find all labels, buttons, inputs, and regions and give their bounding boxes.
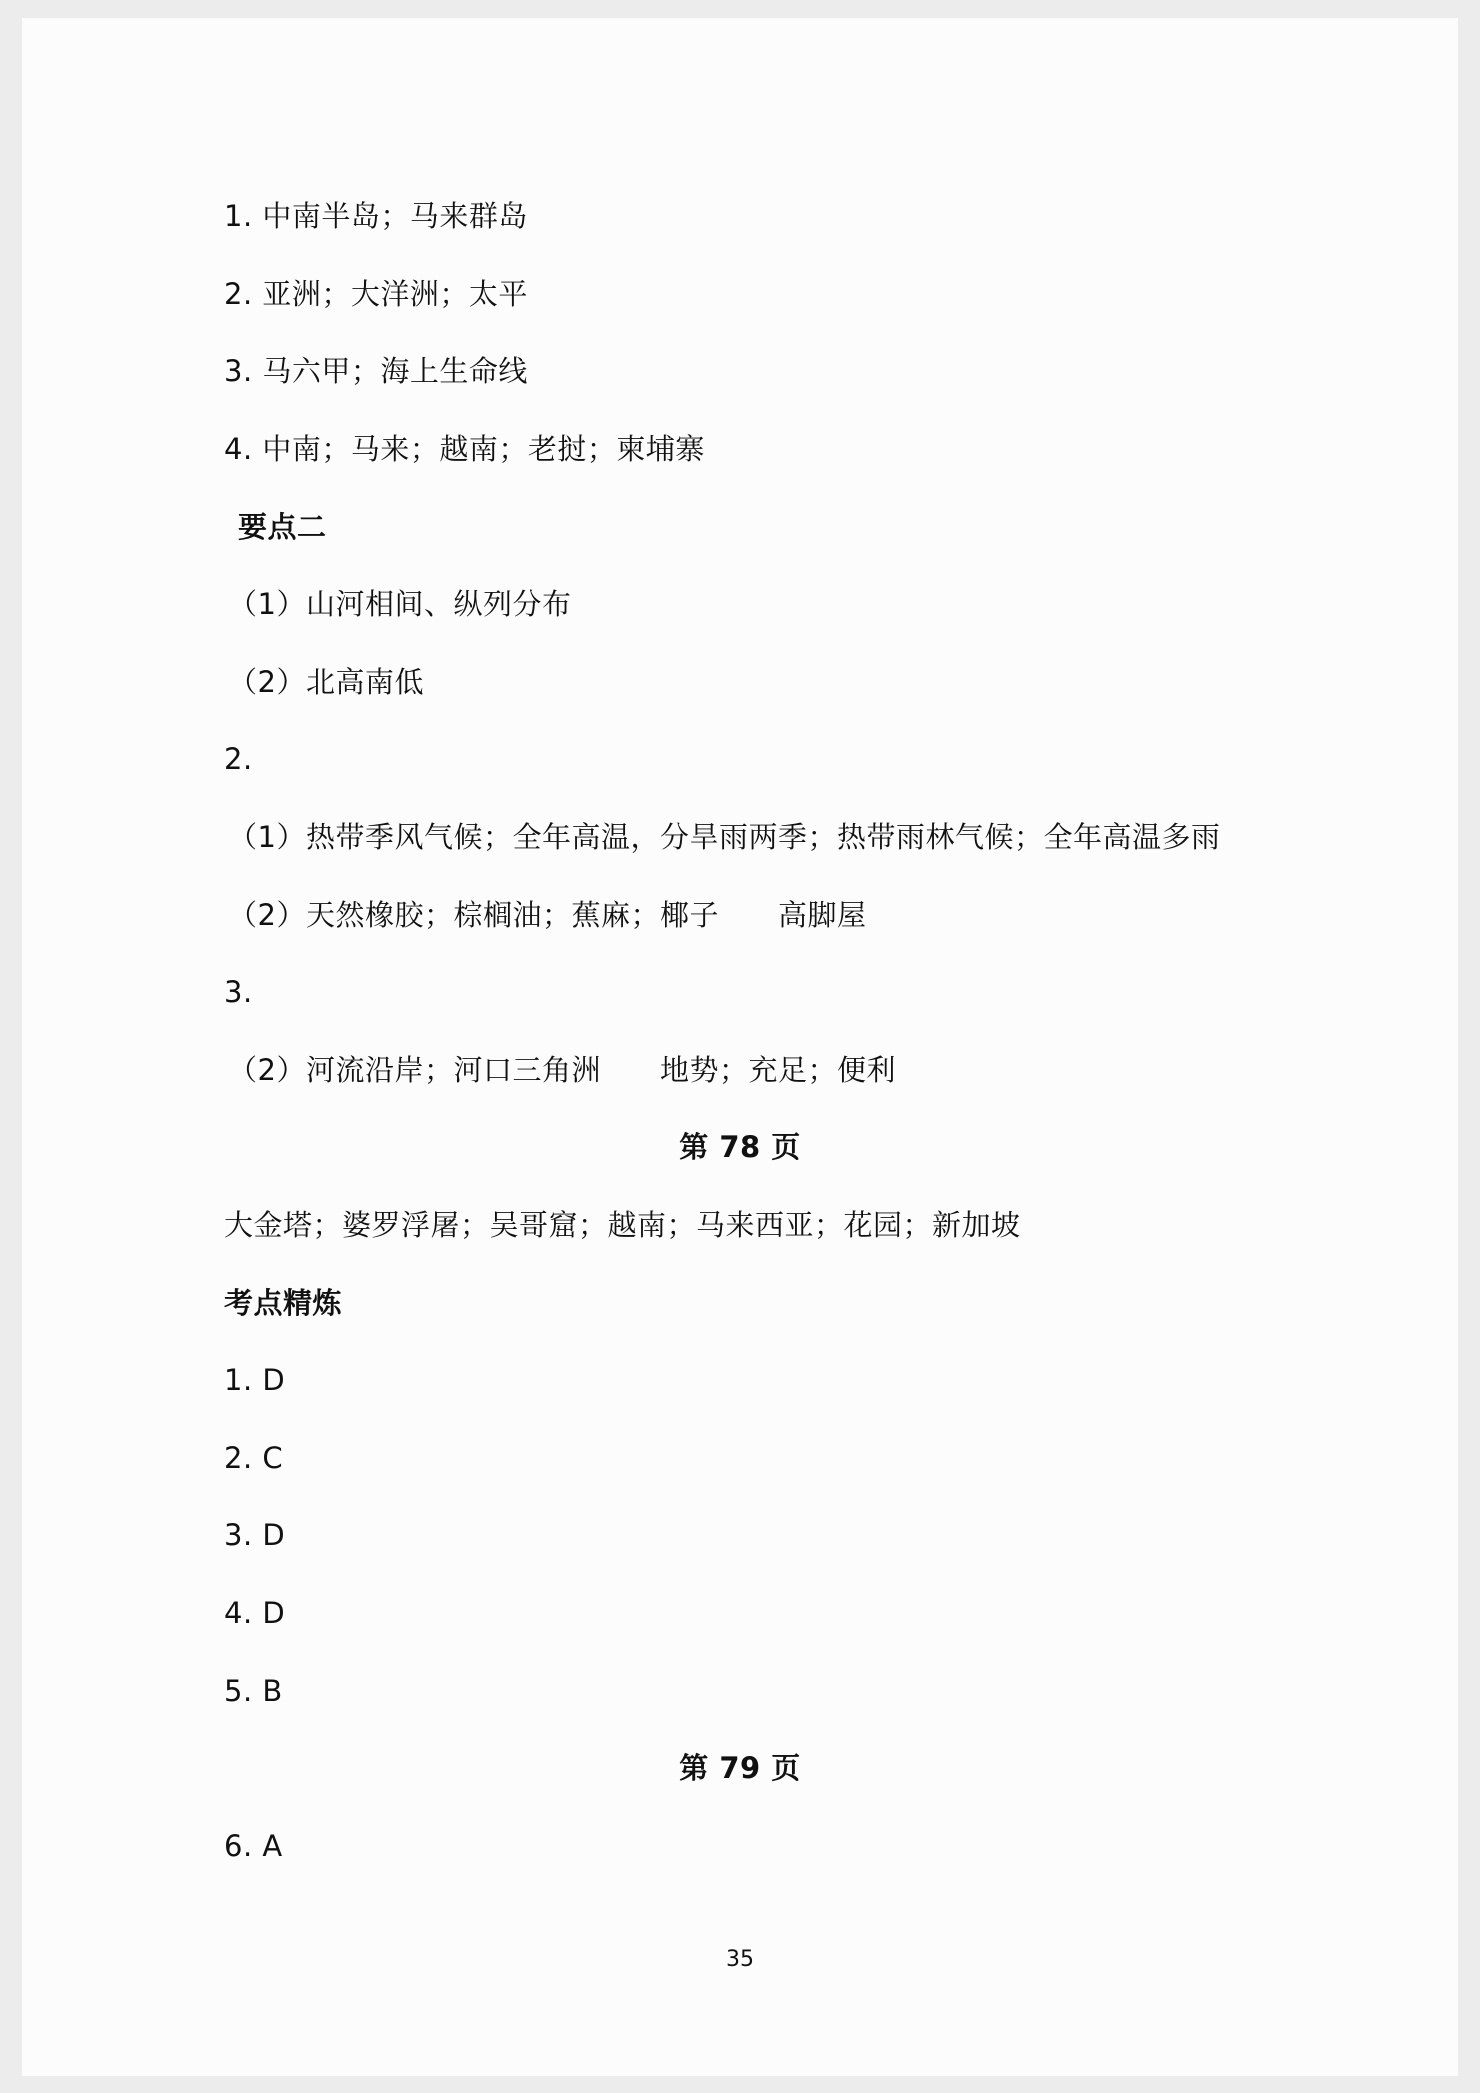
answer-line-1: 1. 中南半岛；马来群岛 (224, 199, 528, 233)
choice-answer-6: 6. A (224, 1829, 283, 1863)
choice-answer-1: 1. D (224, 1363, 286, 1397)
answer-line-2-1: （1）热带季风气候；全年高温，分旱雨两季；热带雨林气候；全年高温多雨 (228, 820, 1221, 854)
choice-answer-3: 3. D (224, 1518, 286, 1552)
answer-line-page-78: 大金塔；婆罗浮屠；吴哥窟；越南；马来西亚；花园；新加坡 (224, 1208, 1021, 1242)
question-number-3: 3. (224, 975, 253, 1009)
question-number-2: 2. (224, 742, 253, 776)
choice-answer-4: 4. D (224, 1596, 286, 1630)
choice-answer-2: 2. C (224, 1441, 284, 1475)
section-heading-key-point-2: 要点二 (238, 510, 327, 544)
page-heading-78: 第 78 页 (679, 1130, 801, 1164)
page-number: 35 (726, 1947, 754, 1972)
answer-line-2-2: （2）天然橡胶；棕榈油；蕉麻；椰子 高脚屋 (228, 898, 867, 932)
choice-answer-5: 5. B (224, 1674, 283, 1708)
answer-line-key-point-2-1: （1）山河相间、纵列分布 (228, 587, 572, 621)
section-heading-exam-practice: 考点精炼 (224, 1286, 343, 1320)
answer-line-2: 2. 亚洲；大洋洲；太平 (224, 277, 528, 311)
answer-line-key-point-2-2: （2）北高南低 (228, 665, 424, 699)
answer-line-3-2: （2）河流沿岸；河口三角洲 地势；充足；便利 (228, 1053, 896, 1087)
page-heading-79: 第 79 页 (679, 1751, 801, 1785)
answer-line-4: 4. 中南；马来；越南；老挝；柬埔寨 (224, 432, 705, 466)
answer-line-3: 3. 马六甲；海上生命线 (224, 354, 528, 388)
